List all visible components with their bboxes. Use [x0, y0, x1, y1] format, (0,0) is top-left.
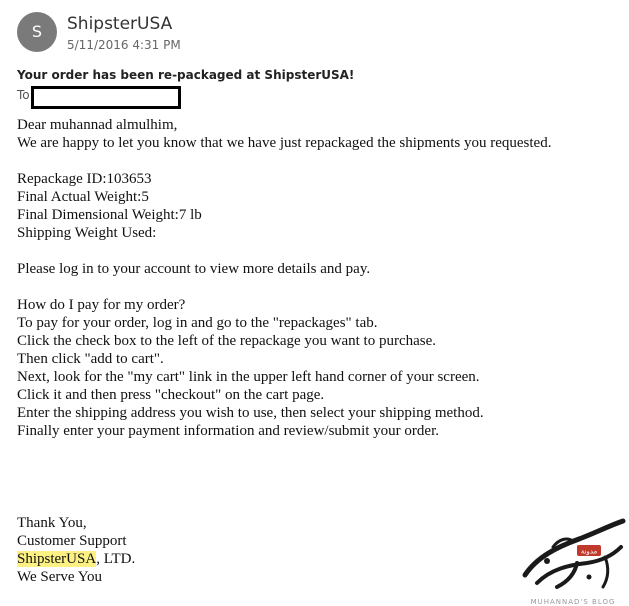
- intro-text: We are happy to let you know that we have just repackaged the shipments you requested.: [17, 135, 552, 151]
- signature-thanks: Thank You,: [17, 515, 87, 531]
- email-body: [17, 116, 617, 586]
- recipient-redacted: [31, 86, 181, 109]
- watermark-caption: MUHANNAD'S BLOG: [530, 598, 616, 606]
- step-line: Click the check box to the left of the repackage you want to purchase.: [17, 333, 437, 349]
- actual-weight: Final Actual Weight:5: [17, 189, 149, 205]
- company-suffix: , LTD.: [96, 551, 136, 567]
- signature-slogan: We Serve You: [17, 569, 103, 585]
- email-subject: Your order has been re-packaged at ShipsterUSA!: [17, 68, 355, 82]
- dimensional-weight: Final Dimensional Weight:7 lb: [17, 207, 202, 223]
- sender-name[interactable]: ShipsterUSA: [67, 14, 173, 34]
- calligraphy-logo-icon: [517, 517, 629, 595]
- greeting: Dear muhannad almulhim,: [17, 117, 178, 133]
- step-line: Click it and then press "checkout" on the cart page.: [17, 387, 325, 403]
- signature-team: Customer Support: [17, 533, 127, 549]
- to-label: To: [17, 88, 30, 102]
- shipping-weight: Shipping Weight Used:: [17, 225, 157, 241]
- step-line: Enter the shipping address you wish to use, then select your shipping method.: [17, 405, 484, 421]
- repackage-id: Repackage ID:103653: [17, 171, 152, 187]
- login-prompt: Please log in to your account to view more details and pay.: [17, 261, 371, 277]
- step-line: To pay for your order, log in and go to the "repackages" tab.: [17, 315, 378, 331]
- watermark-badge: مدونة: [580, 547, 598, 556]
- faq-question: How do I pay for my order?: [17, 297, 186, 313]
- blog-watermark: [517, 517, 629, 606]
- step-line: Finally enter your payment information and review/submit your order.: [17, 423, 439, 439]
- email-timestamp: 5/11/2016 4:31 PM: [67, 38, 181, 52]
- step-line: Then click "add to cart".: [17, 351, 164, 367]
- step-line: Next, look for the "my cart" link in the upper left hand corner of your screen.: [17, 369, 480, 385]
- sender-avatar[interactable]: S: [17, 12, 57, 52]
- company-highlight: ShipsterUSA: [17, 551, 97, 567]
